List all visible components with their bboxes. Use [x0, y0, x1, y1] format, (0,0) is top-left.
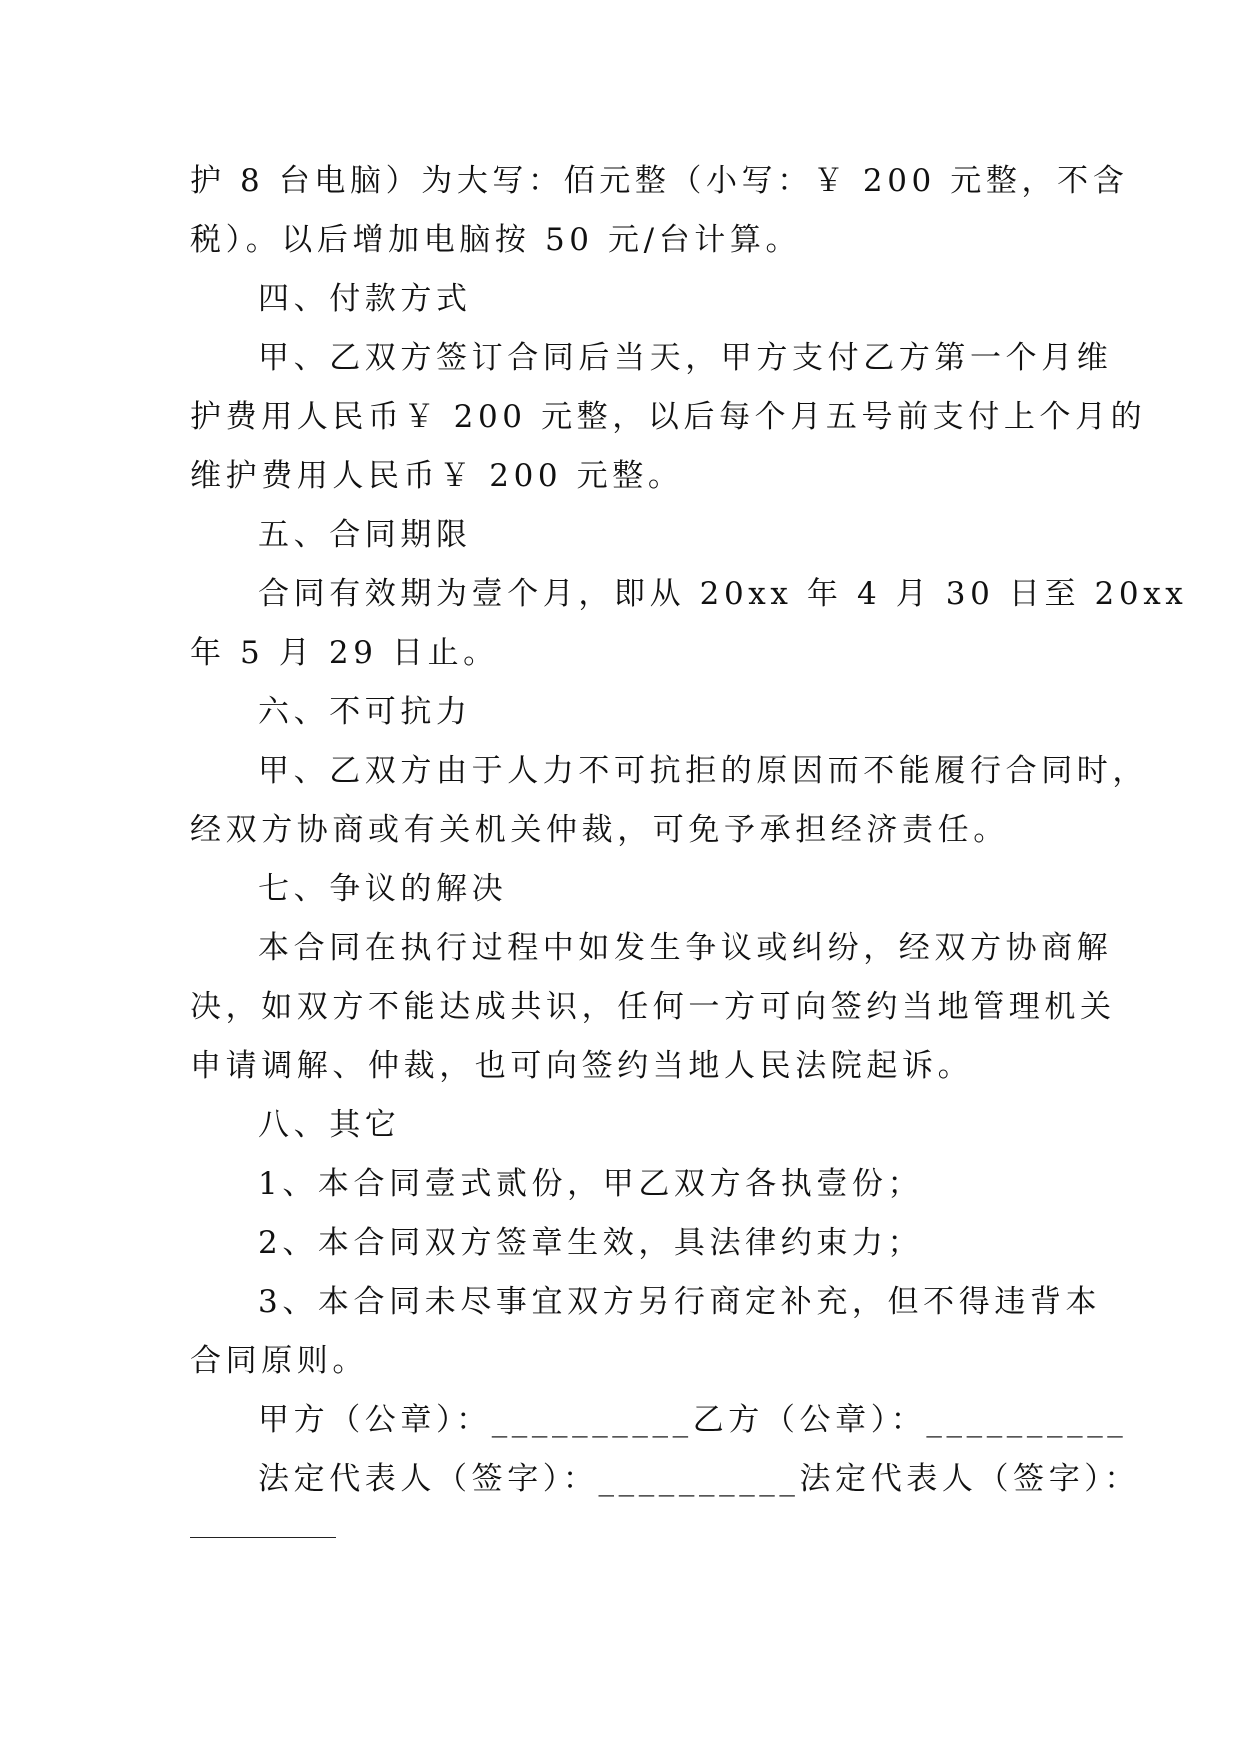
body-text-line: 年 5 月 29 日止。: [190, 635, 499, 671]
body-text-line: 合同原则。: [190, 1343, 368, 1379]
body-text-line: 甲、乙双方由于人力不可抗拒的原因而不能履行合同时，: [258, 753, 1148, 789]
list-item: 2、本合同双方签章生效，具法律约束力；: [258, 1225, 924, 1261]
section-heading-other: 八、其它: [258, 1107, 401, 1143]
section-heading-force-majeure: 六、不可抗力: [258, 694, 472, 730]
body-text-line: 经双方协商或有关机关仲裁，可免予承担经济责任。: [190, 812, 1009, 848]
body-text-line: 维护费用人民币￥ 200 元整。: [190, 458, 684, 494]
body-text-line: 税）。以后增加电脑按 50 元/台计算。: [190, 222, 802, 258]
signature-blank-line: [190, 1537, 336, 1538]
body-text-line: 护费用人民币￥ 200 元整，以后每个月五号前支付上个月的: [190, 399, 1147, 435]
body-text-line: 决，如双方不能达成共识，任何一方可向签约当地管理机关: [190, 989, 1116, 1025]
body-text-line: 护 8 台电脑）为大写：佰元整（小写：￥ 200 元整，不含: [190, 163, 1129, 199]
list-item: 1、本合同壹式贰份，甲乙双方各执壹份；: [258, 1166, 924, 1202]
body-text-line: 合同有效期为壹个月，即从 20xx 年 4 月 30 日至 20xx: [258, 576, 1188, 612]
body-text-line: 甲、乙双方签订合同后当天，甲方支付乙方第一个月维: [258, 340, 1113, 376]
body-text-line: 申请调解、仲裁，也可向签约当地人民法院起诉。: [190, 1048, 974, 1084]
body-text-line: 本合同在执行过程中如发生争议或纠纷，经双方协商解: [258, 930, 1113, 966]
signature-line-party-seals: 甲方（公章）：__________乙方（公章）：__________: [258, 1402, 1128, 1438]
section-heading-term: 五、合同期限: [258, 517, 472, 553]
section-heading-payment: 四、付款方式: [258, 281, 472, 317]
list-item: 3、本合同未尽事宜双方另行商定补充，但不得违背本: [258, 1284, 1102, 1320]
signature-line-legal-representatives: 法定代表人（签字）：__________法定代表人（签字）：: [258, 1461, 1140, 1497]
section-heading-dispute: 七、争议的解决: [258, 871, 508, 907]
